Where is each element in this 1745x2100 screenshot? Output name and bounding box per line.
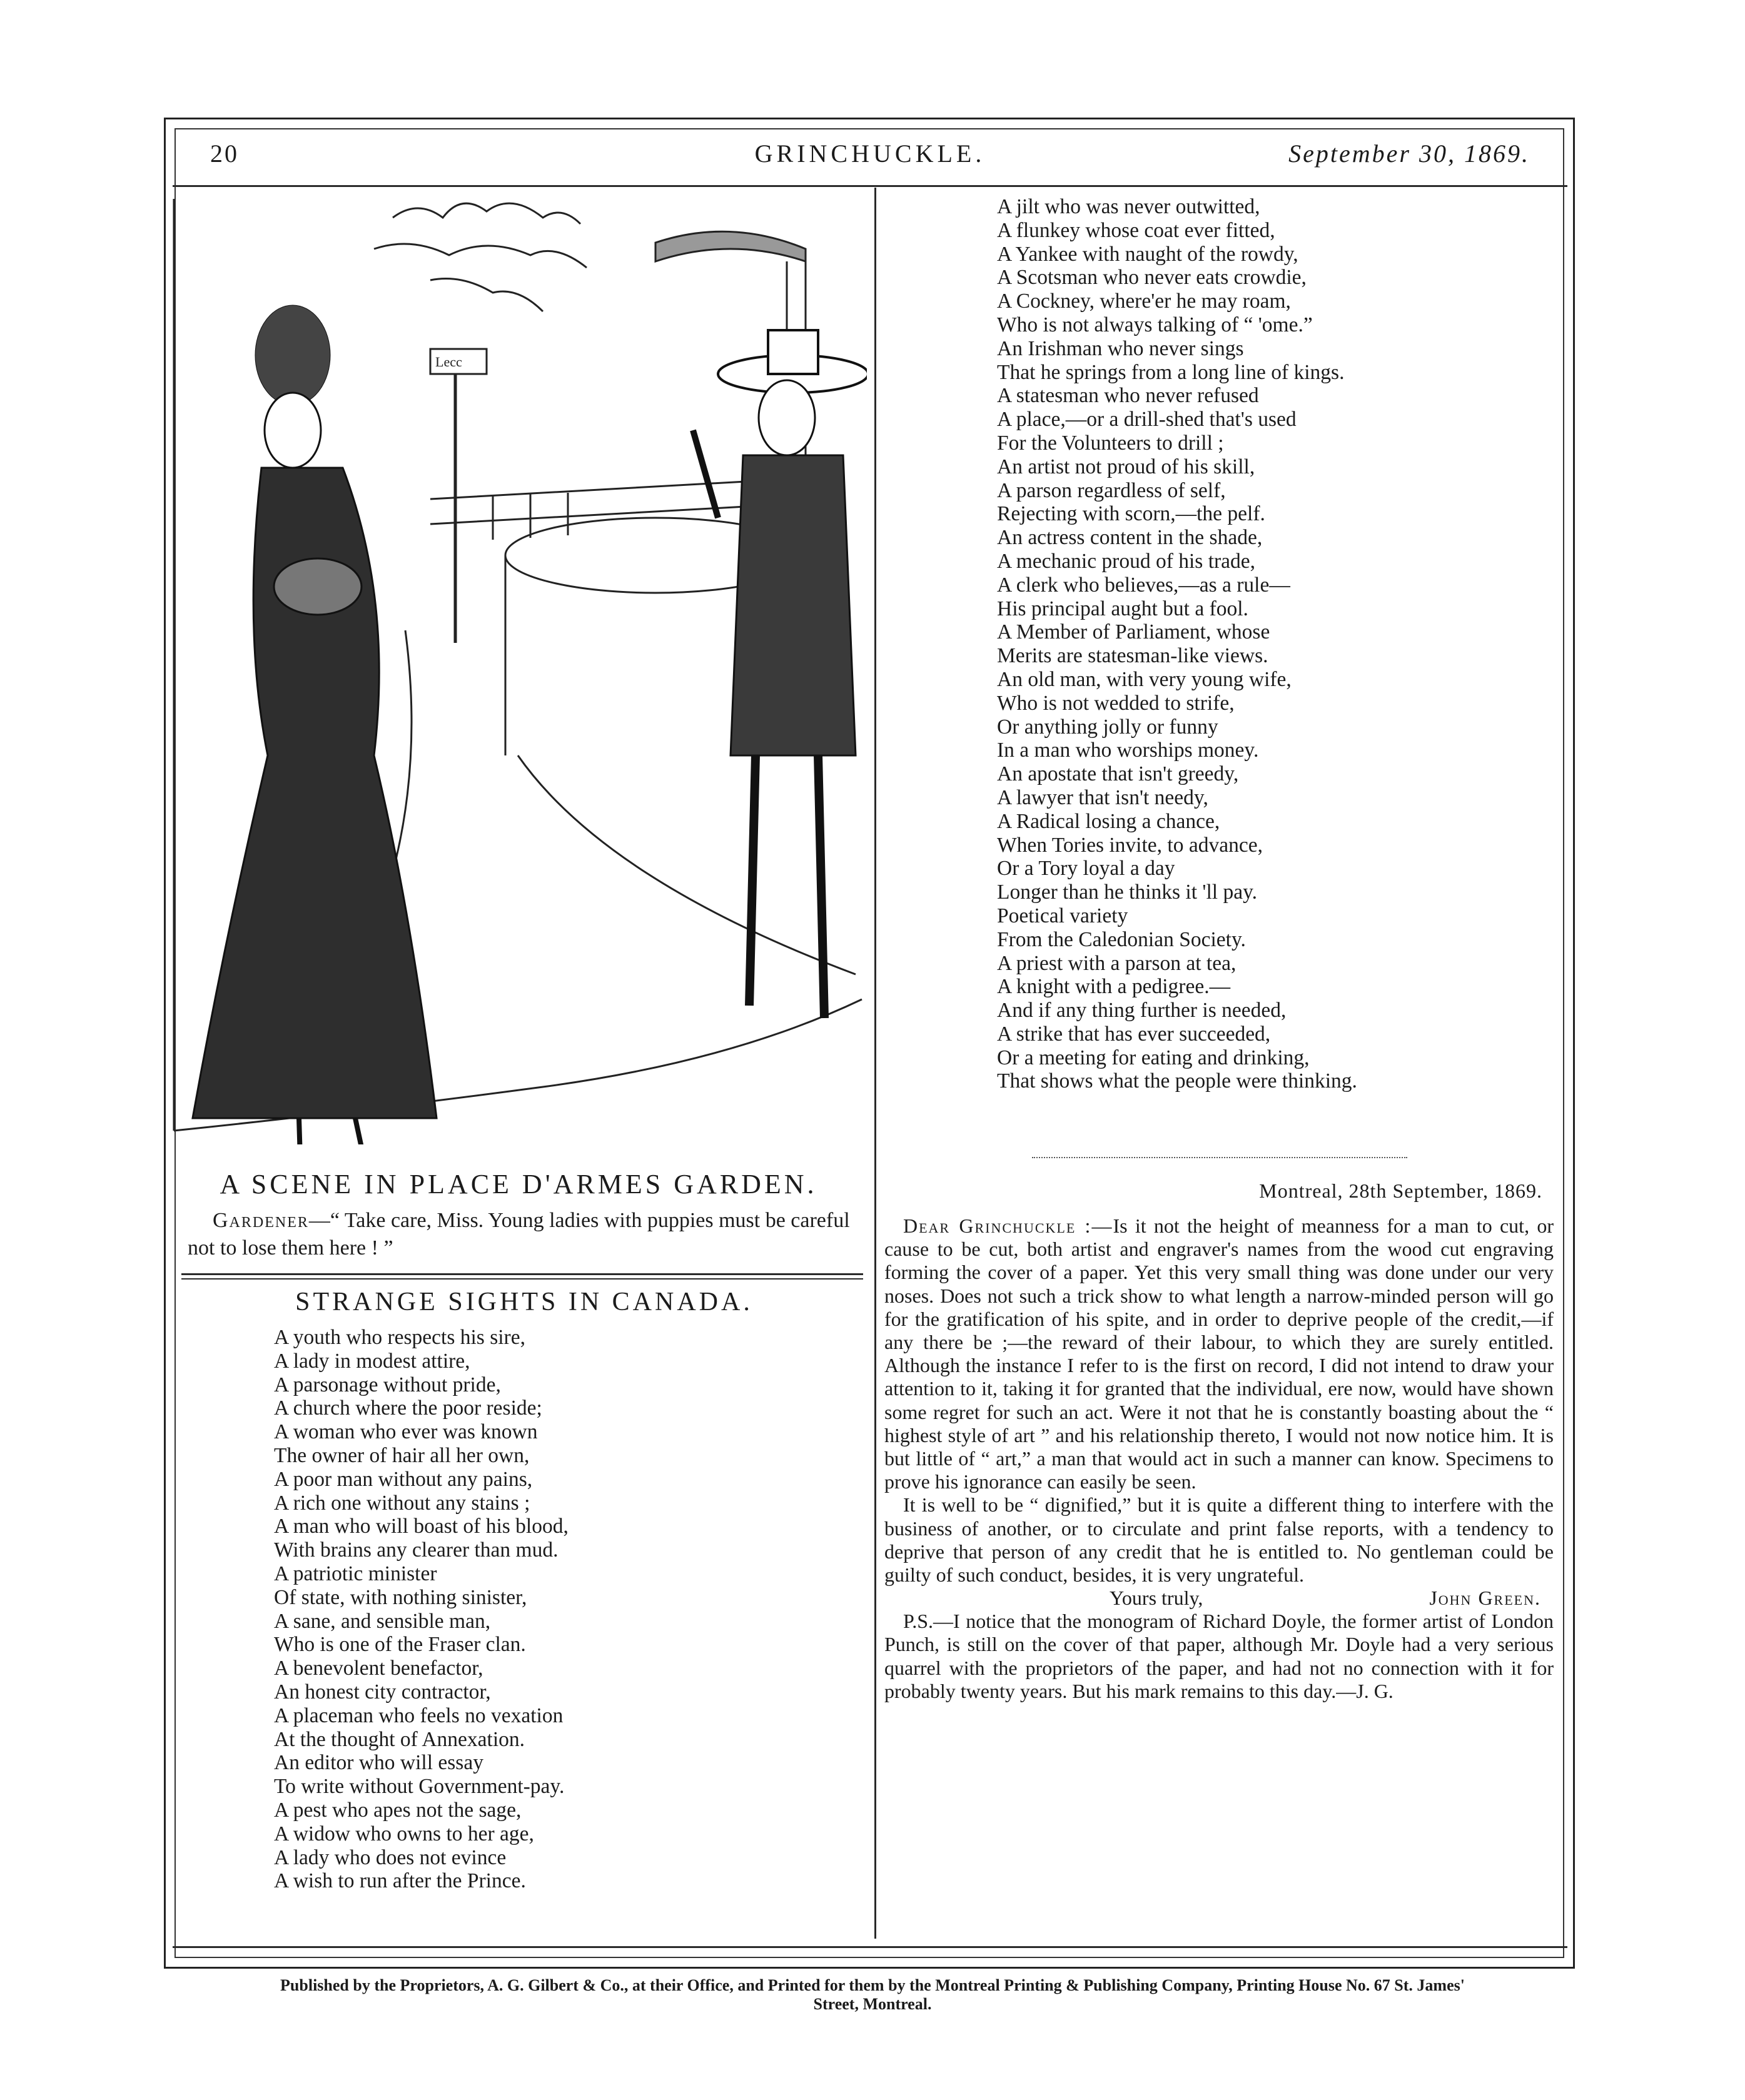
poem-line: An editor who will essay bbox=[274, 1751, 483, 1775]
letter-paragraph-2: It is well to be “ dignified,” but it is quite a different thing to interfere with the business of another, or to circulate and print false reports, with a tendency to deprive that person of any credit that he is entitled to. No gentleman could be guilty of such conduct, besides, it is very ungrateful. bbox=[884, 1493, 1554, 1587]
poem-line: An Irishman who never sings bbox=[997, 336, 1244, 360]
poem-line: Poetical variety bbox=[997, 904, 1128, 927]
poem-line: Merits are statesman-like views. bbox=[997, 644, 1268, 668]
poem-line: That he springs from a long line of kings. bbox=[997, 360, 1345, 384]
poem-line: A parson regardless of self, bbox=[997, 478, 1226, 502]
lady-figure bbox=[193, 305, 437, 1144]
poem-line: A benevolent benefactor, bbox=[274, 1657, 483, 1680]
poem-line: Of state, with nothing sinister, bbox=[274, 1585, 527, 1609]
poem-line: A lady who does not evince bbox=[274, 1845, 507, 1869]
poem-line: A youth who respects his sire, bbox=[274, 1326, 525, 1349]
poem-title: STRANGE SIGHTS IN CANADA. bbox=[295, 1288, 753, 1316]
poem-line: An honest city contractor, bbox=[274, 1680, 491, 1704]
poem-line: A church where the poor reside; bbox=[274, 1396, 542, 1420]
poem-line: An artist not proud of his skill, bbox=[997, 455, 1255, 478]
poem-line: A mechanic proud of his trade, bbox=[997, 549, 1256, 573]
poem-line: A knight with a pedigree.— bbox=[997, 975, 1231, 999]
caption-divider-double bbox=[181, 1278, 863, 1280]
letter-postscript: P.S.—I notice that the monogram of Richard Doyle, the former artist of London Punch, is still on the cover of that paper, although Mr. Doyle had a very serious quarrel with the proprietors of the paper, and had not no connection with it for probably twenty years. But his mark remains to this day.—J. G. bbox=[884, 1610, 1554, 1702]
poem-line: A place,—or a drill-shed that's used bbox=[997, 408, 1297, 432]
poem-column-right bbox=[997, 195, 1560, 1093]
poem-line: Or a meeting for eating and drinking, bbox=[997, 1046, 1310, 1069]
poem-line: For the Volunteers to drill ; bbox=[997, 431, 1224, 455]
poem-line: A man who will boast of his blood, bbox=[274, 1515, 569, 1538]
poem-line: Who is not always talking of “ 'ome.” bbox=[997, 313, 1313, 336]
poem-line: That shows what the people were thinking. bbox=[997, 1069, 1357, 1093]
poem-line: A statesman who never refused bbox=[997, 384, 1259, 408]
poem-line: A Cockney, where'er he may roam, bbox=[997, 290, 1291, 313]
letter-paragraph-1: Is it not the height of meanness for a man to cut, or cause to be cut, both artist and engraver's names from the wood cut engraving forming the cover of a paper. Yet this very small thing was done under our very noses. Does not such a trick show to what length a narrow-minded person will go for the gratification of his spite, and in order to deprive people of the credit,—if any there be ;—the reward of their labour, to which they are surely entitled. Although the instance I refer to is the first on record, I did not intend to draw your attention to it, taking it for granted that the individual, ere now, would have shown some regret for such an act. Were it not that he is constantly boasting about the “ highest style of art ” and his relationship thereto, I would not now notice him. It is but little of “ art,” a man that would act in such a manner can know. Specimens to prove his ignorance can easily be seen. bbox=[884, 1214, 1554, 1493]
poem-column-left bbox=[274, 1326, 849, 1893]
letter-paragraph bbox=[884, 1214, 1554, 1493]
poem-line: To write without Government-pay. bbox=[274, 1775, 565, 1799]
poem-line: At the thought of Annexation. bbox=[274, 1727, 525, 1751]
masthead-rule bbox=[173, 185, 1567, 187]
poem-end-ornament bbox=[1032, 1157, 1407, 1158]
masthead bbox=[173, 139, 1567, 183]
poem-line: Or a Tory loyal a day bbox=[997, 857, 1175, 881]
poem-line: A widow who owns to her age, bbox=[274, 1822, 534, 1845]
poem-line: His principal aught but a fool. bbox=[997, 597, 1248, 620]
publication-title: GRINCHUCKLE. bbox=[754, 139, 986, 168]
poem-line: The owner of hair all her own, bbox=[274, 1443, 530, 1467]
poem-line: A parsonage without pride, bbox=[274, 1373, 501, 1396]
poem-line: Longer than he thinks it 'll pay. bbox=[997, 881, 1258, 904]
column-divider bbox=[874, 188, 876, 1939]
poem-line: A pest who apes not the sage, bbox=[274, 1798, 522, 1822]
poem-line: From the Caledonian Society. bbox=[997, 927, 1246, 951]
poem-line: A wish to run after the Prince. bbox=[274, 1869, 526, 1893]
poem-line: A poor man without any pains, bbox=[274, 1467, 533, 1491]
poem-line: When Tories invite, to advance, bbox=[997, 833, 1263, 857]
poem-line: A rich one without any stains ; bbox=[274, 1491, 530, 1515]
poem-line: Or anything jolly or funny bbox=[997, 715, 1218, 739]
poem-line: An actress content in the shade, bbox=[997, 526, 1263, 550]
poem-line: Rejecting with scorn,—the pelf. bbox=[997, 502, 1265, 526]
poem-line: A flunkey whose coat ever fitted, bbox=[997, 218, 1275, 242]
caption-divider bbox=[181, 1273, 863, 1275]
imprint-footer bbox=[144, 1976, 1601, 2014]
poem-line: And if any thing further is needed, bbox=[997, 999, 1287, 1022]
poem-line: A Yankee with naught of the rowdy, bbox=[997, 242, 1298, 266]
poem-line: A woman who ever was known bbox=[274, 1420, 538, 1444]
poem-line: An apostate that isn't greedy, bbox=[997, 762, 1239, 786]
poem-line: A lawyer that isn't needy, bbox=[997, 785, 1208, 809]
caption-speaker: Gardener bbox=[213, 1209, 309, 1232]
poem-line: Who is one of the Fraser clan. bbox=[274, 1633, 526, 1657]
poem-line: A Radical losing a chance, bbox=[997, 809, 1220, 833]
garden-sign-text: Lecc bbox=[435, 354, 462, 370]
illustration-caption bbox=[188, 1207, 851, 1262]
poem-line: A lady in modest attire, bbox=[274, 1349, 470, 1373]
letter-signoff bbox=[884, 1587, 1554, 1610]
poem-line: A Member of Parliament, whose bbox=[997, 620, 1270, 644]
poem-line: A strike that has ever succeeded, bbox=[997, 1022, 1271, 1046]
bottom-rule bbox=[173, 1946, 1567, 1948]
letter-closing: Yours truly, bbox=[1110, 1587, 1203, 1610]
poem-line: A sane, and sensible man, bbox=[274, 1609, 491, 1633]
page-number: 20 bbox=[210, 139, 239, 168]
poem-line: A placeman who feels no vexation bbox=[274, 1704, 564, 1727]
letter-signature: John Green. bbox=[1429, 1587, 1541, 1610]
garden-illustration bbox=[168, 193, 867, 1144]
letter-dateline: Montreal, 28th September, 1869. bbox=[1259, 1179, 1542, 1202]
poem-line: With brains any clearer than mud. bbox=[274, 1538, 559, 1562]
letter-salutation: Dear Grinchuckle :— bbox=[903, 1214, 1113, 1237]
poem-line: A priest with a parson at tea, bbox=[997, 951, 1237, 975]
poem-line: An old man, with very young wife, bbox=[997, 667, 1292, 691]
letter-body bbox=[884, 1214, 1554, 1703]
poem-line: In a man who worships money. bbox=[997, 739, 1259, 762]
poem-line: A jilt who was never outwitted, bbox=[997, 195, 1260, 218]
imprint-line-1: Published by the Proprietors, A. G. Gilbert & Co., at their Office, and Printed for them by the Montreal Printing & Publishing Company, Printing House No. 67 St. James' bbox=[280, 1976, 1465, 1994]
poem-line: A Scotsman who never eats crowdie, bbox=[997, 266, 1307, 290]
caption-dialogue: —“ Take care, Miss. Young ladies with puppies must be careful not to lose them here ! ” bbox=[188, 1209, 850, 1259]
poem-line: A clerk who believes,—as a rule— bbox=[997, 573, 1290, 597]
poem-line: Who is not wedded to strife, bbox=[997, 691, 1235, 715]
imprint-line-2: Street, Montreal. bbox=[813, 1995, 932, 2013]
poem-line: A patriotic minister bbox=[274, 1562, 437, 1585]
issue-date: September 30, 1869. bbox=[1288, 139, 1530, 168]
illustration-caption-title: A SCENE IN PLACE D'ARMES GARDEN. bbox=[220, 1169, 817, 1199]
